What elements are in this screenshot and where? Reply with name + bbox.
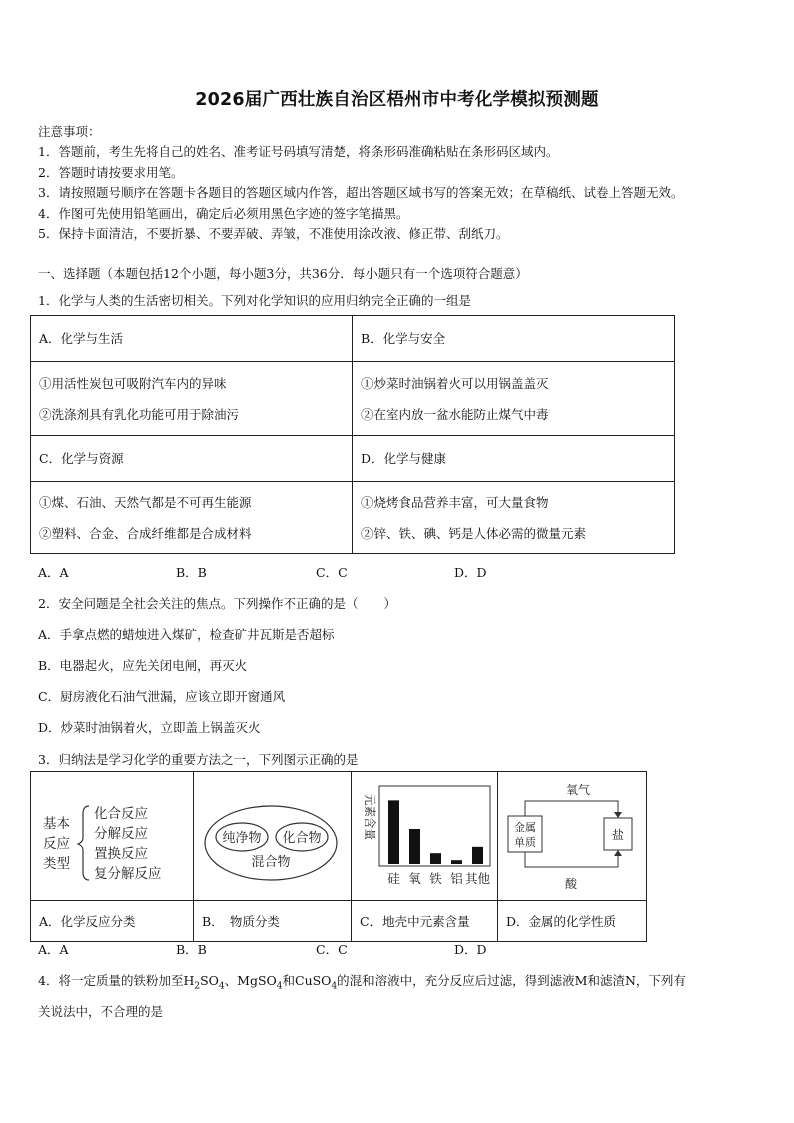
notice-item-1: 1．答题前，考生先将自己的姓名、准考证号码填写清楚，将条形码准确粘贴在条形码区域内。	[38, 144, 559, 159]
fig-a-right-2: 分解反应	[94, 826, 148, 842]
q1-d-item-2: ②锌、铁、碘、钙是人体必需的微量元素	[361, 525, 587, 541]
fig-b-label-1: 纯净物	[222, 831, 262, 846]
q1-option-a[interactable]: A．A	[38, 565, 69, 580]
bottom-arrow-line	[525, 852, 618, 867]
q3-table	[30, 771, 647, 942]
q1-a-heading: A．化学与生活	[31, 316, 353, 362]
q1-d-item-1: ①烧烤食品营养丰富，可大量食物	[361, 494, 549, 510]
q1-table	[30, 315, 675, 554]
fig-a-right-3: 置换反应	[94, 846, 148, 862]
arrow-up-icon	[614, 850, 622, 856]
q1-d-heading: D．化学与健康	[353, 436, 675, 482]
fig-d-top-label: 氧气	[565, 783, 591, 797]
fig-a-right-4: 复分解反应	[94, 866, 162, 882]
x-tick-label: 其他	[464, 871, 491, 886]
reaction-types-figure	[31, 772, 194, 900]
fig-b-label-2: 化合物	[282, 831, 322, 846]
q3-option-d[interactable]: D．D	[454, 942, 487, 957]
q4-stem-line2: 关说法中，不合理的是	[38, 1004, 164, 1019]
q4-sub-4a: 4	[218, 981, 225, 992]
q4-text-b: SO	[200, 973, 219, 988]
notice-item-5: 5．保持卡面清洁，不要折暴、不要弄破、弄皱，不准使用涂改液、修正带、刮纸刀。	[38, 226, 509, 241]
fig-a-left-1: 基本	[43, 816, 70, 832]
q1-a-content	[31, 362, 353, 436]
fig-d-bottom-label: 酸	[564, 877, 578, 891]
fig-d-left-line1: 金属	[514, 821, 536, 834]
fig-a-left-2: 反应	[43, 836, 70, 852]
notice-heading: 注意事项：	[38, 124, 101, 139]
x-tick-label: 硅	[387, 871, 400, 886]
fig-a-left-3: 类型	[43, 856, 70, 872]
q1-c-heading: C．化学与资源	[31, 436, 353, 482]
element-content-chart	[352, 772, 498, 900]
fig-d-left-line2: 单质	[514, 836, 536, 849]
q3-option-a[interactable]: A．A	[38, 942, 69, 957]
x-tick-label: 铁	[429, 871, 442, 886]
q1-c-item-2: ②塑料、合金、合成纤维都是合成材料	[39, 525, 252, 541]
bar-1	[388, 800, 399, 864]
q1-option-c[interactable]: C．C	[316, 565, 348, 580]
q1-c-item-1: ①煤、石油、天然气都是不可再生能源	[39, 494, 252, 510]
q2-option-b[interactable]: B．电器起火，应先关闭电闸，再灭火	[38, 658, 248, 673]
q3-figure-a-cell	[31, 772, 194, 901]
q1-b-content	[353, 362, 675, 436]
q3-option-c[interactable]: C．C	[316, 942, 348, 957]
section-heading: 一、选择题（本题包括12个小题，每小题3分，共36分．每小题只有一个选项符合题意）	[38, 266, 528, 281]
q1-b-item-2: ②在室内放一盆水能防止煤气中毒	[361, 406, 549, 422]
q3-caption-b: B． 物质分类	[194, 901, 352, 942]
q2-option-a[interactable]: A．手拿点燃的蜡烛进入煤矿，检查矿井瓦斯是否超标	[38, 627, 335, 642]
fig-b-label-outer: 混合物	[251, 855, 291, 870]
q4-text-a: 4．将一定质量的铁粉加至H	[38, 973, 195, 988]
q2-stem: 2．安全问题是全社会关注的焦点。下列操作不正确的是（ ）	[38, 596, 396, 611]
bar-4	[451, 860, 462, 864]
q3-figure-b-cell	[194, 772, 352, 901]
q3-caption-a: A．化学反应分类	[31, 901, 194, 942]
top-arrow-line	[525, 801, 618, 816]
q3-stem: 3．归纳法是学习化学的重要方法之一，下列图示正确的是	[38, 752, 359, 767]
fig-d-right-label: 盐	[611, 828, 625, 842]
chart-ylabel: 元素含量	[363, 794, 377, 840]
fig-a-right-1: 化合反应	[94, 806, 148, 822]
q4-sub-2: 2	[194, 981, 201, 992]
page-title: 2026届广西壮族自治区梧州市中考化学模拟预测题	[195, 90, 599, 110]
x-tick-label: 氧	[408, 871, 421, 886]
q1-b-item-1: ①炒菜时油锅着火可以用锅盖盖灭	[361, 375, 549, 391]
q4-sub-4c: 4	[331, 981, 338, 992]
q1-a-item-1: ①用活性炭包可吸附汽车内的异味	[39, 375, 227, 391]
q3-figure-d-cell	[498, 772, 647, 901]
bar-2	[409, 829, 420, 864]
q3-options	[38, 940, 487, 958]
q4-text-c: 、MgSO	[224, 973, 277, 988]
q2-option-c[interactable]: C．厨房液化石油气泄漏，应该立即开窗通风	[38, 689, 286, 704]
q4-sub-4b: 4	[276, 981, 283, 992]
q1-stem: 1．化学与人类的生活密切相关。下列对化学知识的应用归纳完全正确的一组是	[38, 293, 471, 308]
metal-properties-figure	[498, 772, 647, 900]
x-tick-label: 铝	[450, 871, 463, 886]
brace-icon	[78, 806, 89, 880]
q1-c-content	[31, 482, 353, 554]
notice-item-3: 3．请按照题号顺序在答题卡各题目的答题区域内作答，超出答题区域书写的答案无效；在草稿纸、试卷上答题无效。	[38, 185, 684, 200]
q4-text-e: 的混和溶液中，充分反应后过滤，得到滤液M和滤渣N，下列有	[337, 973, 686, 988]
q1-option-d[interactable]: D．D	[454, 565, 487, 580]
q1-b-heading: B．化学与安全	[353, 316, 675, 362]
q1-a-item-2: ②洗涤剂具有乳化功能可用于除油污	[39, 406, 240, 422]
q1-d-content	[353, 482, 675, 554]
q3-caption-d: D．金属的化学性质	[498, 901, 647, 942]
bar-3	[430, 853, 441, 864]
q1-option-b[interactable]: B．B	[176, 565, 207, 580]
substance-classification-figure	[194, 772, 352, 900]
q3-caption-c: C．地壳中元素含量	[352, 901, 498, 942]
q3-option-b[interactable]: B．B	[176, 942, 207, 957]
bar-5	[472, 847, 483, 864]
notice-item-4: 4．作图可先使用铅笔画出，确定后必须用黑色字迹的签字笔描黑。	[38, 206, 409, 221]
q2-option-d[interactable]: D．炒菜时油锅着火，立即盖上锅盖灭火	[38, 720, 261, 735]
q3-figure-c-cell	[352, 772, 498, 901]
notice-item-2: 2．答题时请按要求用笔。	[38, 165, 184, 180]
q4-text-d: 和CuSO	[282, 973, 332, 988]
q1-options	[38, 563, 487, 581]
q4-stem-line1	[38, 971, 686, 992]
arrow-down-icon	[614, 812, 622, 818]
